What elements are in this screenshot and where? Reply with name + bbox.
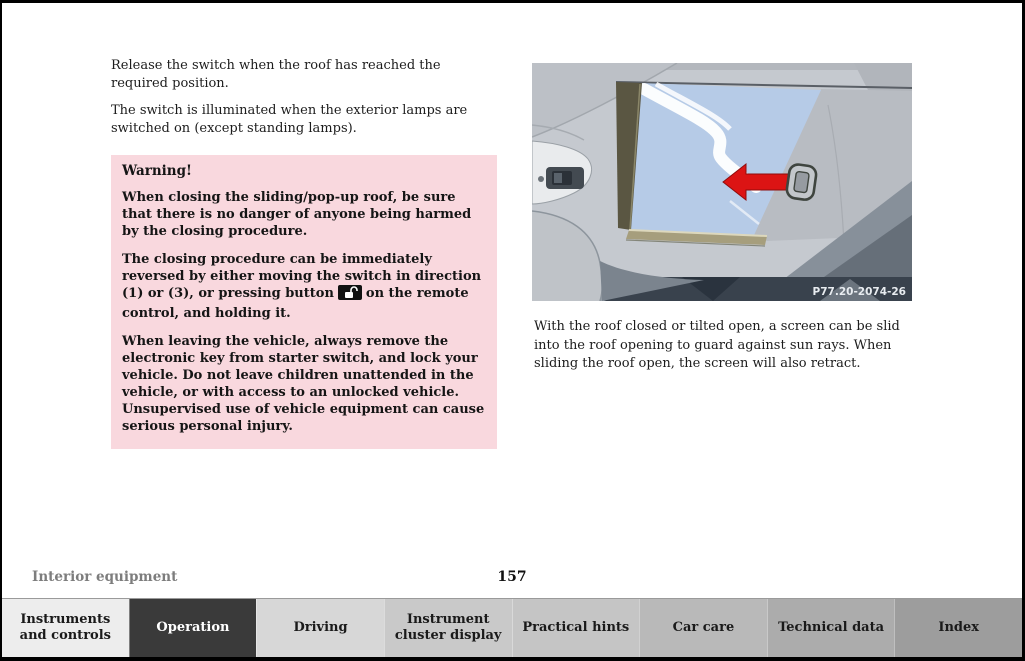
page-number: 157 bbox=[497, 569, 527, 585]
warning-text-after-icon: on the remote control, and holding it. bbox=[122, 286, 469, 321]
tab-driving[interactable]: Driving bbox=[256, 599, 384, 657]
footer-section-title: Interior equipment bbox=[32, 569, 178, 585]
warning-paragraph: When closing the sliding/pop-up roof, be sure that there is no danger of anyone being harmed by the closing procedure. bbox=[122, 190, 472, 239]
screen-handle bbox=[786, 163, 817, 200]
unlock-remote-button-icon bbox=[338, 285, 362, 305]
left-text-column bbox=[111, 57, 497, 449]
tab-practical-hints[interactable]: Practical hints bbox=[512, 599, 640, 657]
warning-text-before-icon: The closing procedure can be immediately reversed by either moving the switch in direction (1) or (3), or pressing button bbox=[122, 252, 482, 301]
section-tabbar bbox=[2, 598, 1022, 657]
body-paragraph: Release the switch when the roof has reached the required position. bbox=[111, 58, 441, 91]
tab-operation[interactable]: Operation bbox=[129, 599, 257, 657]
warning-paragraph: When leaving the vehicle, always remove the electronic key from starter switch, and lock your vehicle. Do not leave children unattended in the vehicle, or with access to an unlocked vehicle. Unsupervised use of vehicle equipment can cause serious personal injury. bbox=[122, 334, 485, 434]
tab-index[interactable]: Index bbox=[894, 599, 1022, 657]
warning-box bbox=[111, 155, 497, 449]
warning-title: Warning! bbox=[122, 163, 192, 179]
figure-part-number: P77.20-2074-26 bbox=[812, 286, 906, 298]
sunroof-illustration bbox=[532, 63, 912, 301]
figure-caption: With the roof closed or tilted open, a screen can be slid into the roof opening to guard against sun rays. When sliding the roof open, the screen will also retract. bbox=[534, 319, 900, 371]
body-paragraph: The switch is illuminated when the exterior lamps are switched on (except standing lamps). bbox=[111, 103, 468, 136]
tab-instruments-and-controls[interactable]: Instruments and controls bbox=[2, 599, 129, 657]
warning-paragraph bbox=[122, 251, 486, 322]
tab-technical-data[interactable]: Technical data bbox=[767, 599, 895, 657]
tab-car-care[interactable]: Car care bbox=[639, 599, 767, 657]
figure-column bbox=[532, 63, 914, 374]
tab-instrument-cluster-display[interactable]: Instrument cluster display bbox=[384, 599, 512, 657]
manual-page bbox=[2, 3, 1022, 598]
